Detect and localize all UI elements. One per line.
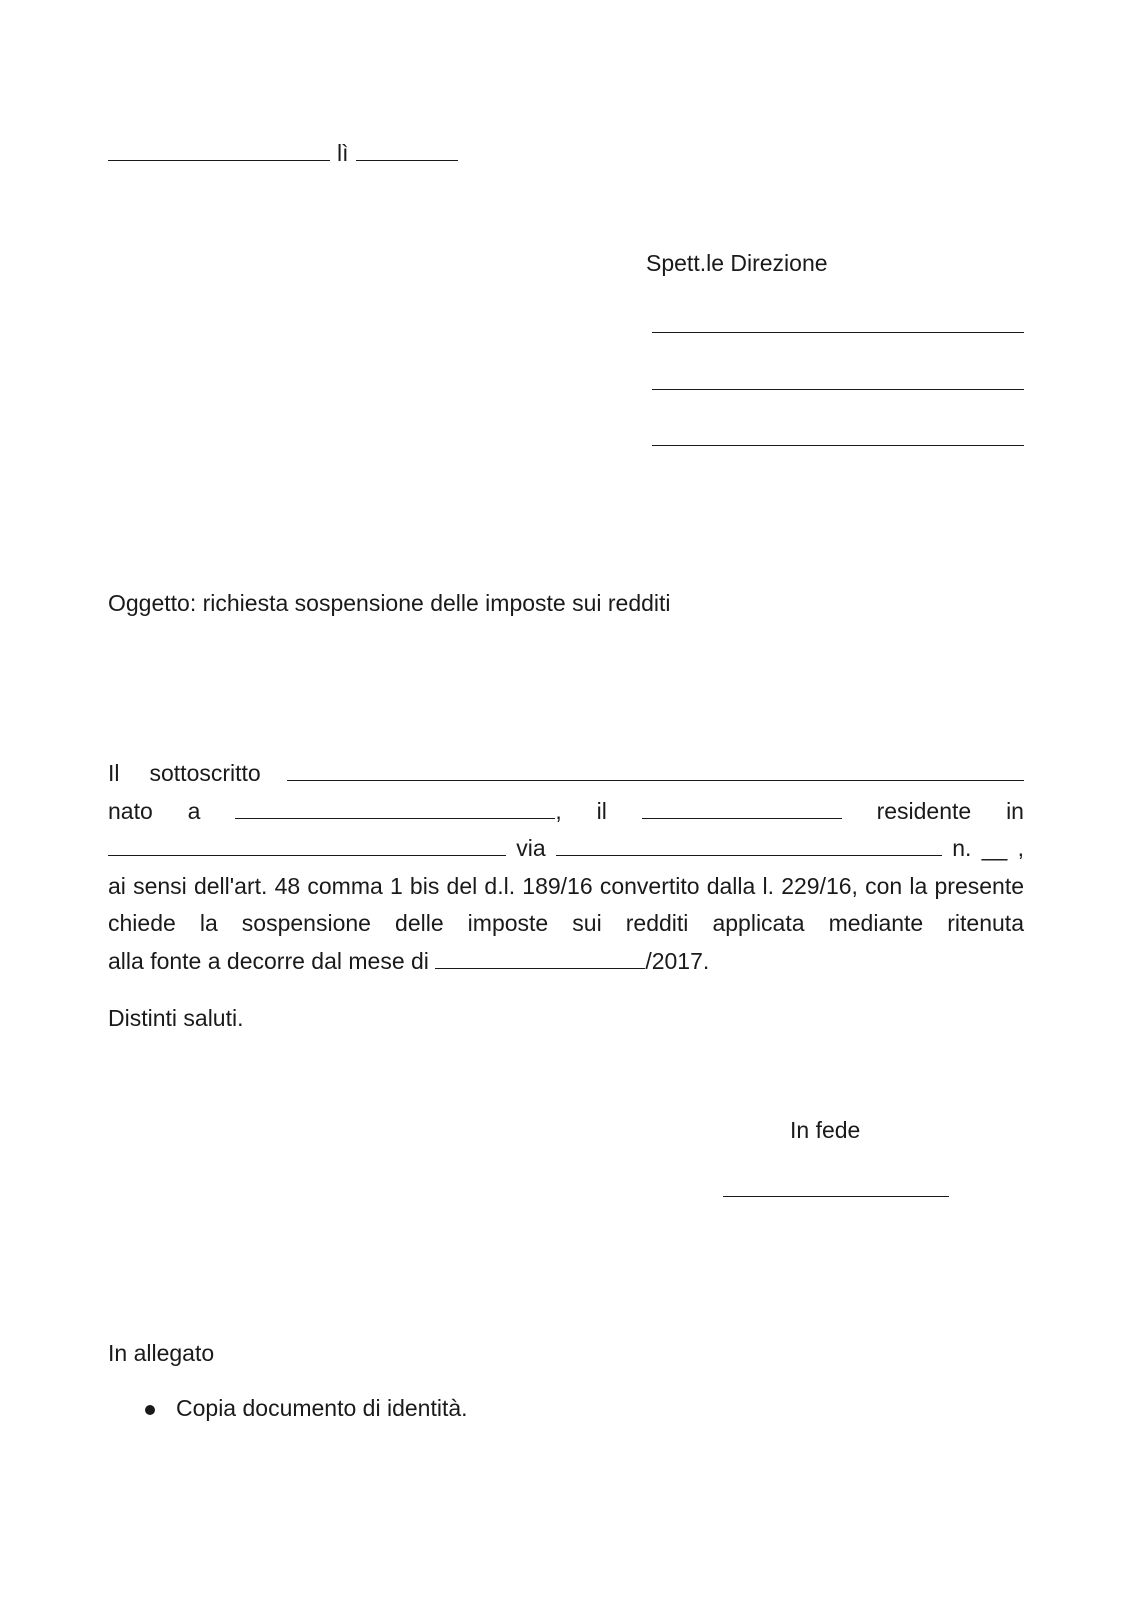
body-word-via: via: [516, 835, 546, 861]
body-word-residente: residente: [876, 797, 972, 824]
letter-body: [108, 755, 1024, 980]
birthdate-blank[interactable]: [642, 798, 842, 819]
bullet-icon: [145, 1405, 155, 1415]
list-item: [108, 1395, 468, 1422]
attachments-title: In allegato: [108, 1340, 215, 1366]
body-word-sottoscritto: sottoscritto: [149, 760, 261, 786]
body-word-n: n.: [952, 835, 972, 861]
birthplace-comma: ,: [555, 797, 562, 824]
date-blank[interactable]: [356, 138, 458, 161]
attachment-label: Copia documento di identità.: [176, 1395, 468, 1421]
body-line-birth: [108, 793, 1024, 831]
li-label: lì: [337, 140, 349, 166]
signature-blank[interactable]: [723, 1196, 949, 1197]
recipient-address-line-2[interactable]: [652, 389, 1024, 390]
closing-salutation: Distinti saluti.: [108, 1005, 244, 1031]
body-line-month: [108, 943, 1024, 981]
body-year-suffix: /2017.: [645, 947, 710, 974]
name-blank[interactable]: [287, 760, 1024, 781]
body-word-il: Il: [108, 760, 120, 786]
signature-label: In fede: [790, 1117, 861, 1143]
recipient-title: Spett.le Direzione: [646, 250, 828, 276]
recipient-address-line-3[interactable]: [652, 445, 1024, 446]
subject-line: Oggetto: richiesta sospensione delle imposte sui redditi: [108, 590, 671, 616]
body-line-address: [108, 830, 1024, 868]
recipient-address-line-1[interactable]: [652, 332, 1024, 333]
body-word-a: a: [187, 797, 201, 824]
body-paragraph: ai sensi dell'art. 48 comma 1 bis del d.l. 189/16 convertito dalla l. 229/16, con la presente chiede la sospensione delle imposte sui redditi applicata mediante ritenuta: [108, 872, 1024, 936]
body-word-in: in: [1006, 797, 1024, 824]
place-date-line: [108, 138, 458, 167]
body-word-il-date: il: [596, 797, 607, 824]
birthplace-group: [235, 793, 561, 831]
birthplace-blank[interactable]: [235, 798, 555, 819]
body-address-comma: ,: [1017, 835, 1024, 861]
body-line-undersigned: [108, 755, 1024, 793]
house-number-blank[interactable]: __: [981, 835, 1008, 861]
attachments-list: [108, 1395, 468, 1422]
month-blank[interactable]: [435, 946, 645, 969]
place-blank[interactable]: [108, 138, 330, 161]
city-blank[interactable]: [108, 835, 506, 856]
body-word-nato: nato: [108, 797, 153, 824]
street-blank[interactable]: [556, 835, 942, 856]
body-month-prefix: alla fonte a decorre dal mese di: [108, 947, 429, 974]
